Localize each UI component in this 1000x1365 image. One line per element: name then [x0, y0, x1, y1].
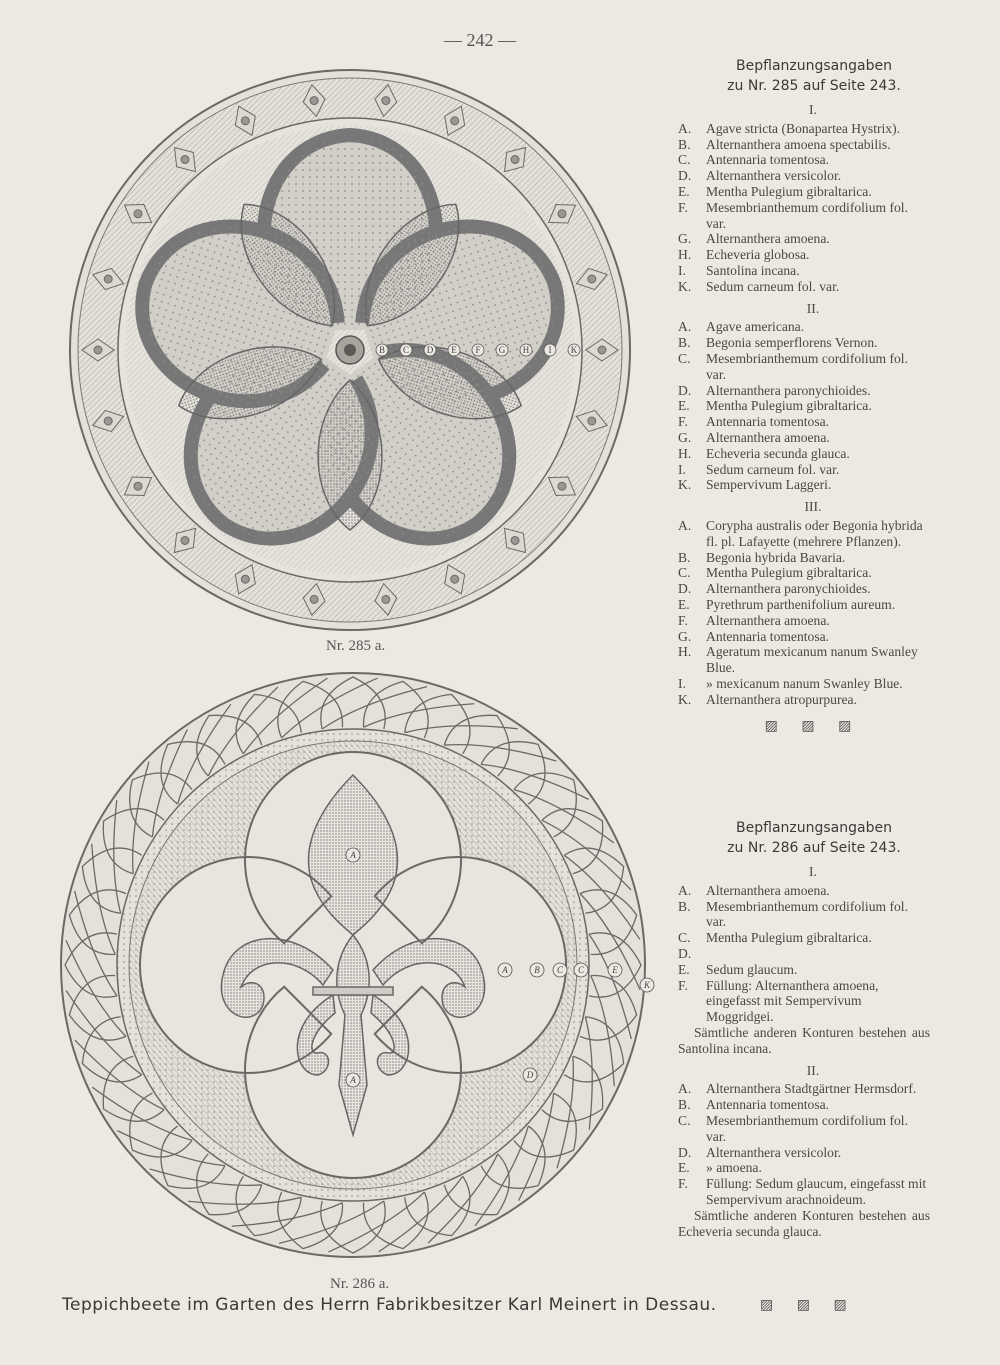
plant-entry-letter: C.	[678, 152, 691, 168]
plant-entry-text: Alternanthera amoena.	[706, 612, 830, 628]
plant-entry	[678, 351, 930, 383]
plant-entry-letter: K.	[678, 278, 692, 294]
diamond-center	[104, 417, 112, 425]
plant-entry	[678, 930, 930, 946]
plant-entry-letter: I.	[678, 675, 686, 691]
plant-entry-text: Sedum carneum fol. var.	[706, 461, 840, 477]
bed-label: F	[475, 345, 481, 355]
plant-entry-letter: G.	[678, 429, 692, 445]
plant-entry	[678, 383, 930, 399]
group-numeral: III.	[804, 499, 822, 515]
diamond-center	[598, 346, 606, 354]
diamond-center	[588, 275, 596, 283]
plant-entry-letter: G.	[678, 628, 692, 644]
plant-entry-letter: H.	[678, 247, 692, 263]
bed-label: C	[556, 965, 564, 975]
plant-entry-text: Mentha Pulegium gibraltarica.	[706, 565, 872, 581]
plant-entry	[678, 692, 930, 708]
bed-label: K	[570, 345, 578, 355]
group-numeral: I.	[809, 102, 817, 117]
plant-entry-letter: F.	[678, 1176, 688, 1192]
plant-entry-letter: A.	[678, 882, 692, 898]
plant-entry-letter: C.	[678, 565, 691, 581]
diamond-center	[181, 156, 189, 164]
page-number: — 242 —	[444, 30, 516, 50]
plant-entry-letter: E.	[678, 183, 690, 199]
plant-entry-letter: D. E.	[678, 945, 692, 977]
bed-label: D	[426, 345, 434, 355]
plant-entry-letter: B.	[678, 335, 691, 351]
plant-entry-text: Mentha Pulegium gibraltarica.	[706, 183, 872, 199]
plant-entry-text: Begonia hybrida Bavaria.	[706, 549, 846, 565]
plant-entry-text: Antennaria tomentosa.	[706, 152, 830, 168]
bed-label: H	[522, 345, 530, 355]
plant-entry-text: Mesembrianthemum cordifolium fol. var.	[706, 350, 908, 382]
plant-entry-letter: F.	[678, 977, 688, 993]
plant-entry-text: Mesembrianthemum cordifolium fol. var.	[706, 898, 908, 930]
plant-entry	[678, 477, 930, 493]
bed-label: A	[350, 1075, 356, 1085]
plant-entry	[678, 263, 930, 279]
plant-entry-letter: K.	[678, 691, 692, 707]
plant-entry-letter: C.	[678, 930, 691, 946]
plant-entry-text: Alternanthera amoena.	[706, 231, 830, 247]
diamond-center	[134, 482, 142, 490]
bed-label: B	[378, 345, 386, 355]
plant-entry-text: Agave stricta (Bonapartea Hystrix).	[706, 120, 901, 136]
plant-entry-letter: D.	[678, 382, 692, 398]
figure-285a-label: Nr. 285 a.	[326, 638, 386, 654]
plant-entry-text: Alternanthera atropurpurea.	[706, 691, 857, 707]
plant-entry-text: Alternanthera amoena spectabilis.	[706, 136, 891, 152]
plant-entry-letter: B.	[678, 549, 691, 565]
plant-entry-letter: A.	[678, 1081, 692, 1097]
plant-entry-text: Echeveria secunda glauca.	[706, 445, 850, 461]
diamond-center	[181, 536, 189, 544]
diamond-center	[241, 117, 249, 125]
group-numeral: I.	[809, 864, 817, 879]
plant-entry-letter: C.	[678, 350, 691, 366]
bottom-ornament: ▨ ▨ ▨	[760, 1298, 857, 1313]
plant-entry	[678, 899, 930, 931]
plant-entry-text: Alternanthera versicolor.	[706, 168, 842, 184]
plant-entry	[678, 247, 930, 263]
plant-entry	[678, 518, 930, 550]
plant-entry-letter: D.	[678, 1144, 692, 1160]
bed-label: D	[526, 1070, 534, 1080]
diamond-center	[134, 210, 142, 218]
section2-heading-2: zu Nr. 286 auf Seite 243.	[727, 840, 901, 856]
plant-entry	[678, 1145, 930, 1161]
contour-note: Sämtliche anderen Konturen bestehen aus Santolina incana.	[678, 1024, 930, 1056]
diamond-center	[310, 595, 318, 603]
diamond-center	[382, 595, 390, 603]
plant-entry	[678, 168, 930, 184]
plant-entry-letter: D.	[678, 168, 692, 184]
plant-entry-text: Antennaria tomentosa.	[706, 1097, 830, 1113]
plant-entry-text: Corypha australis oder Begonia hybrida fl. pl. Lafayette (mehrere Pflanzen).	[706, 517, 923, 549]
bed-label: K	[643, 980, 651, 990]
diamond-center	[451, 575, 459, 583]
plant-entry	[678, 1160, 930, 1176]
plant-entry	[678, 1176, 930, 1208]
plant-entry-text: Alternanthera amoena.	[706, 882, 830, 898]
plant-entry	[678, 613, 930, 629]
plant-entry-text: Sedum glaucum.	[706, 961, 798, 977]
diamond-center	[558, 482, 566, 490]
plant-entry-letter: H.	[678, 644, 692, 660]
plant-entry-text: Füllung: Sedum glaucum, eingefasst mit Sempervivum arachnoideum.	[706, 1176, 927, 1207]
group-numeral: II.	[806, 300, 820, 316]
plate-caption: Teppichbeete im Garten des Herrn Fabrikbesitzer Karl Meinert in Dessau.	[62, 1295, 717, 1315]
plant-entry-letter: E.	[678, 596, 690, 612]
plant-entry	[678, 121, 930, 137]
plant-entry-text: Alternanthera versicolor.	[706, 1144, 842, 1160]
plant-entry-letter: E.	[678, 1160, 690, 1176]
plant-entry	[678, 152, 930, 168]
plant-entry-text: Mentha Pulegium gibraltarica.	[706, 398, 872, 414]
group-numeral: II.	[806, 1062, 820, 1078]
bed-label: I	[548, 345, 552, 355]
plant-entry-letter: A.	[678, 517, 692, 533]
plant-entry	[678, 137, 930, 153]
plant-entry-letter: F.	[678, 612, 688, 628]
contour-note: Sämtliche anderen Konturen bestehen aus Echeveria secunda glauca.	[678, 1207, 930, 1239]
plant-entry-text: Alternanthera Stadtgärtner Hermsdorf.	[706, 1081, 917, 1097]
plant-entry-letter: E.	[678, 398, 690, 414]
plant-entry-letter: B.	[678, 898, 691, 914]
plant-entry-text: Antennaria tomentosa.	[706, 414, 830, 430]
plant-entry-text: Santolina incana.	[706, 262, 800, 278]
plant-entry-text: Pyrethrum parthenifolium aureum.	[706, 596, 896, 612]
diamond-center	[588, 417, 596, 425]
plant-entry-text: Alternanthera paronychioides.	[706, 382, 871, 398]
plant-entry-text: Mentha Pulegium gibraltarica.	[706, 930, 872, 946]
bed-label: E	[451, 345, 457, 355]
plant-entry	[678, 629, 930, 645]
plant-entry	[678, 398, 930, 414]
plant-entry-text: Mesembrianthemum cordifolium fol. var.	[706, 199, 908, 231]
plant-entry-text: Alternanthera amoena.	[706, 429, 830, 445]
plant-entry-text: » mexicanum nanum Swanley Blue.	[706, 675, 903, 691]
plant-entry	[678, 1097, 930, 1113]
plant-entry	[678, 550, 930, 566]
plant-entry-letter: H.	[678, 445, 692, 461]
section2-heading-1: Bepflanzungsangaben	[736, 820, 892, 836]
plant-entry	[678, 946, 930, 978]
plant-entry-letter: F.	[678, 414, 688, 430]
diamond-center	[558, 210, 566, 218]
plant-entry-text: Agave americana.	[706, 319, 805, 335]
planting-list-286	[678, 818, 930, 1239]
bed-label: B	[534, 965, 540, 975]
plant-entry	[678, 430, 930, 446]
plant-entry	[678, 231, 930, 247]
plant-entry-text: Ageratum mexicanum nanum Swanley Blue.	[706, 644, 918, 676]
plant-entry	[678, 200, 930, 232]
plant-entry	[678, 446, 930, 462]
diamond-center	[511, 156, 519, 164]
plant-entry	[678, 462, 930, 478]
plant-entry-text: Begonia semperflorens Vernon.	[706, 335, 878, 351]
section1-heading-2: zu Nr. 285 auf Seite 243.	[727, 78, 901, 94]
plant-entry-text: Sempervivum Laggeri.	[706, 477, 832, 493]
bed-label: A	[502, 965, 508, 975]
diamond-center	[382, 97, 390, 105]
bed-label: G	[498, 345, 506, 355]
figure-285a	[60, 60, 660, 660]
diamond-center	[104, 275, 112, 283]
plant-entry-letter: D.	[678, 581, 692, 597]
diamond-center	[241, 575, 249, 583]
plant-entry-text: Mesembrianthemum cordifolium fol. var.	[706, 1112, 908, 1144]
plant-entry	[678, 565, 930, 581]
plant-entry-letter: C.	[678, 1112, 691, 1128]
figure-286a	[50, 660, 660, 1270]
plant-entry	[678, 319, 930, 335]
plant-entry-letter: I.	[678, 262, 686, 278]
bed-label: E	[612, 965, 618, 975]
plant-entry-letter: K.	[678, 477, 692, 493]
diamond-center	[451, 117, 459, 125]
diamond-center	[94, 346, 102, 354]
bed-label: C	[402, 345, 410, 355]
plant-entry-letter: G.	[678, 231, 692, 247]
plant-entry-letter: F.	[678, 199, 688, 215]
figure-286a-label: Nr. 286 a.	[330, 1276, 390, 1292]
section1-heading-1: Bepflanzungsangaben	[736, 58, 892, 74]
plant-entry-letter: A.	[678, 319, 692, 335]
plant-entry	[678, 414, 930, 430]
diamond-center	[511, 536, 519, 544]
plant-entry	[678, 597, 930, 613]
planting-list-285	[678, 56, 930, 735]
plant-entry	[678, 335, 930, 351]
plant-entry-letter: B.	[678, 1097, 691, 1113]
plant-entry	[678, 644, 930, 676]
plant-entry	[678, 1113, 930, 1145]
diamond-center	[310, 97, 318, 105]
plant-entry-text: Füllung: Alternanthera amoena, eingefasst mit Sempervivum Moggridgei.	[706, 977, 879, 1025]
section-ornament: ▨ ▨ ▨	[764, 719, 862, 735]
plant-entry	[678, 184, 930, 200]
plant-entry	[678, 883, 930, 899]
plant-entry-text: Antennaria tomentosa.	[706, 628, 830, 644]
plant-entry-text: Alternanthera paronychioides.	[706, 581, 871, 597]
plant-entry	[678, 676, 930, 692]
plant-entry-text: Sedum carneum fol. var.	[706, 278, 840, 294]
plant-entry	[678, 581, 930, 597]
plant-entry-letter: I.	[678, 461, 686, 477]
plant-entry-letter: A.	[678, 120, 692, 136]
bed-label: C	[577, 965, 585, 975]
plant-entry	[678, 1081, 930, 1097]
plant-entry-text: » amoena.	[706, 1160, 762, 1176]
plant-entry-text: Echeveria globosa.	[706, 247, 810, 263]
bed-label: A	[350, 850, 356, 860]
plant-entry	[678, 279, 930, 295]
plant-entry	[678, 978, 930, 1025]
plant-entry-letter: B.	[678, 136, 691, 152]
